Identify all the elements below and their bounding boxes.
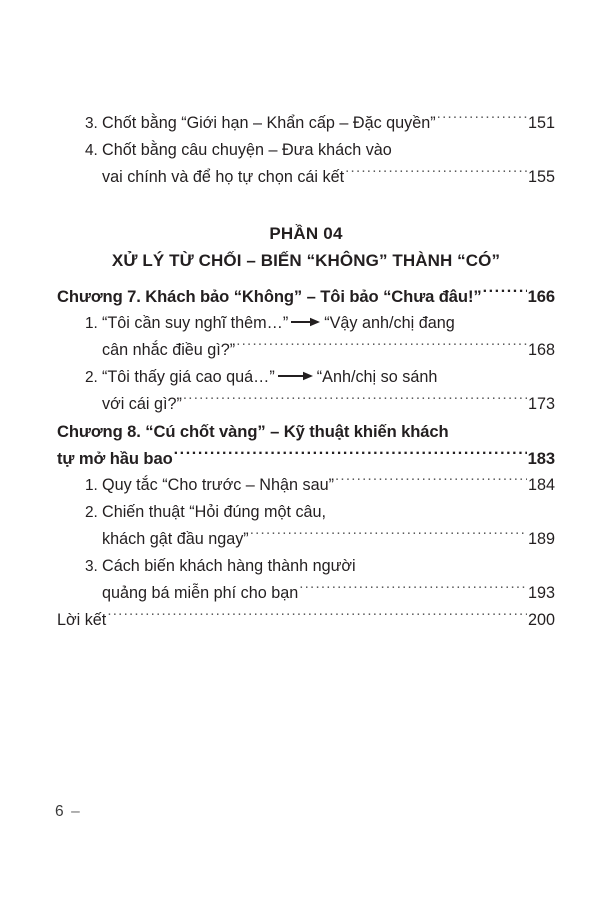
dot-leader xyxy=(250,528,527,544)
toc-chapter-7[interactable] xyxy=(57,283,555,310)
arrow-right-icon xyxy=(278,370,314,382)
toc-entry[interactable] xyxy=(57,553,555,607)
toc-item-text-continued: quảng bá miễn phí cho bạn xyxy=(102,584,299,602)
dot-leader xyxy=(236,339,527,355)
toc-entry[interactable] xyxy=(57,110,555,137)
toc-item-number: 1. xyxy=(85,477,98,494)
dot-leader xyxy=(483,285,527,302)
toc-item-text: Chốt bằng “Giới hạn – Khẩn cấp – Đặc quyền” xyxy=(102,114,436,132)
dot-leader xyxy=(345,166,527,182)
toc-entry-closing[interactable] xyxy=(57,607,555,634)
toc-entry[interactable] xyxy=(57,499,555,553)
toc-page-number: 200 xyxy=(527,611,555,629)
table-of-contents xyxy=(57,110,555,634)
toc-entry[interactable] xyxy=(57,472,555,499)
toc-item-text: Quy tắc “Cho trước – Nhận sau” xyxy=(102,476,334,494)
chapter-title: Chương 8. “Cú chốt vàng” – Kỹ thuật khiến khách xyxy=(57,422,449,441)
chapter-page-number: 183 xyxy=(527,449,555,468)
dot-leader xyxy=(299,582,527,598)
page-number: 6 xyxy=(55,803,65,820)
toc-item-text: Chiến thuật “Hỏi đúng một câu, xyxy=(102,503,327,521)
toc-item-text: Lời kết xyxy=(57,611,107,629)
toc-item-number: 2. xyxy=(85,369,98,386)
page-folio xyxy=(55,803,80,821)
toc-page-number: 168 xyxy=(527,341,555,359)
toc-item-number: 1. xyxy=(85,315,98,332)
toc-item-text: Chốt bằng câu chuyện – Đưa khách vào xyxy=(102,141,392,159)
toc-item-text-continued: với cái gì?” xyxy=(102,395,182,413)
toc-item-number: 4. xyxy=(85,142,98,159)
dot-leader xyxy=(107,609,527,625)
toc-item-number: 3. xyxy=(85,115,98,132)
toc-entry[interactable] xyxy=(57,137,555,191)
toc-item-text-continued: khách gật đầu ngay” xyxy=(102,530,249,548)
toc-item-text: “Tôi thấy giá cao quá…” xyxy=(102,368,275,386)
toc-page-number: 184 xyxy=(527,476,555,494)
toc-page-number: 173 xyxy=(527,395,555,413)
arrow-right-icon xyxy=(291,316,321,328)
dot-leader xyxy=(183,393,527,409)
part-title: XỬ LÝ TỪ CHỐI – BIẾN “KHÔNG” THÀNH “CÓ” xyxy=(111,251,501,270)
toc-entry[interactable] xyxy=(57,364,555,418)
folio-dash: – xyxy=(71,803,81,820)
dot-leader xyxy=(437,112,527,128)
toc-item-text-continued: vai chính và để họ tự chọn cái kết xyxy=(102,168,345,186)
toc-item-text: “Tôi cần suy nghĩ thêm…” xyxy=(102,314,289,332)
toc-item-text: Cách biến khách hàng thành người xyxy=(102,557,356,575)
chapter-page-number: 166 xyxy=(527,287,555,306)
part-heading xyxy=(57,221,555,275)
part-number: PHẦN 04 xyxy=(269,224,343,243)
toc-item-text-after-arrow: “Vậy anh/chị đang xyxy=(324,314,455,332)
toc-item-number: 3. xyxy=(85,558,98,575)
toc-page-number: 193 xyxy=(527,584,555,602)
toc-entry[interactable] xyxy=(57,310,555,364)
toc-page-number: 189 xyxy=(527,530,555,548)
dot-leader xyxy=(335,474,527,490)
chapter-title: Chương 7. Khách bảo “Không” – Tôi bảo “Chưa đâu!” xyxy=(57,287,482,306)
toc-page-number: 155 xyxy=(527,168,555,186)
chapter-title-continued: tự mở hầu bao xyxy=(57,449,173,468)
toc-page-number: 151 xyxy=(527,114,555,132)
toc-item-text-continued: cân nhắc điều gì?” xyxy=(102,341,236,359)
toc-item-number: 2. xyxy=(85,504,98,521)
toc-item-text-after-arrow: “Anh/chị so sánh xyxy=(316,368,438,386)
dot-leader xyxy=(174,447,527,464)
toc-chapter-8[interactable] xyxy=(57,418,555,472)
